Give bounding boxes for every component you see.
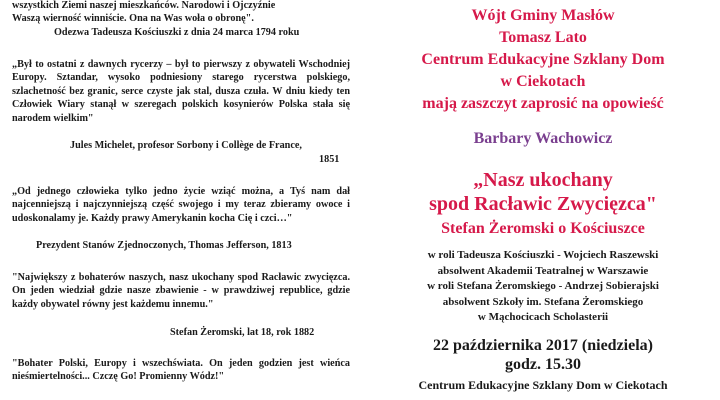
quote-4-text: "Największy z bohaterów naszych, nasz ukochany spod Racławic zwycięzca. On jeden wiedział gdzie nasze zbawienie - w prawdziwej republice, gdzie każdy obywatel równy jest każdemu innemu." <box>12 272 350 310</box>
invitation-host-name: Tomasz Lato <box>499 29 587 46</box>
quote-5-text: "Bohater Polski, Europy i wszechświata. On jeden godzien jest wieńca nieśmiertelności... Czczę Go! Promienny Wódz!" <box>12 358 350 383</box>
quotes-column <box>0 0 358 400</box>
cast-line-1: w roli Tadeusza Kościuszki - Wojciech Raszewski <box>427 249 659 261</box>
invitation-phrase: mają zaszczyt zaprosić na opowieść <box>422 95 664 112</box>
quote-2-year: 1851 <box>319 154 340 165</box>
invitation-host-title: Wójt Gminy Masłów <box>471 7 615 24</box>
event-title-line-2: spod Racławic Zwycięzca" <box>429 193 657 215</box>
column-divider <box>361 0 362 400</box>
invitation-column <box>366 0 720 400</box>
cast-line-5: w Mąchocicach Scholasterii <box>477 311 609 323</box>
quote-1-attribution: Odezwa Tadeusza Kościuszki z dnia 24 marca 1794 roku <box>54 27 300 38</box>
invitation-author: Barbary Wachowicz <box>473 130 613 147</box>
event-venue: Centrum Edukacyjne Szklany Dom w Ciekotach <box>418 378 668 392</box>
event-time: godz. 15.30 <box>505 356 581 373</box>
quote-3-attribution: Prezydent Stanów Zjednoczonych, Thomas Jefferson, 1813 <box>36 240 292 251</box>
cast-line-2: absolwent Akademii Teatralnej w Warszawie <box>437 265 649 277</box>
invitation-institution-place: w Ciekotach <box>500 73 586 90</box>
event-date: 22 października 2017 (niedziela) <box>433 337 653 354</box>
event-subtitle: Stefan Żeromski o Kościuszce <box>441 220 645 237</box>
cast-line-4: absolwent Szkoły im. Stefana Żeromskiego <box>442 296 644 308</box>
cast-line-3: w roli Stefana Żeromskiego - Andrzej Sobierajski <box>427 280 659 292</box>
quote-2-text: „Był to ostatni z dawnych rycerzy – był to pierwszy z obywateli Wschodniej Europy. Sztandar, wysoko podniesiony starego rycerstwa polskiego, szlachetność bez granic, serce czyste jak stal, dusza czuła. W dniu kiedy ten Człowiek Wiary stanął w szeregach polskich kosynierów Polska stała się narodem wielkim" <box>12 59 350 124</box>
quote-1-line-2: Waszą wierność winniście. Ona na Was woła o obronę". <box>12 13 254 24</box>
quote-1-line-1: wszystkich Ziemi naszej mieszkańców. Narodowi i Ojczyźnie <box>12 0 276 11</box>
quote-3-text: „Od jednego człowieka tylko jedno życie wziąć można, a Tyś nam dał najcenniejszą i najczynniejszą część swojego i my teraz zbieramy owoce i udoskonalamy je. Każdy prawy Amerykanin kocha Cię i czci…" <box>12 186 350 224</box>
event-title-line-1: „Nasz ukochany <box>473 169 613 191</box>
invitation-institution: Centrum Edukacyjne Szklany Dom <box>421 51 665 68</box>
quote-2-attribution: Jules Michelet, profesor Sorbony i Collège de France, <box>70 140 302 151</box>
quote-4-attribution: Stefan Żeromski, lat 18, rok 1882 <box>170 327 315 338</box>
